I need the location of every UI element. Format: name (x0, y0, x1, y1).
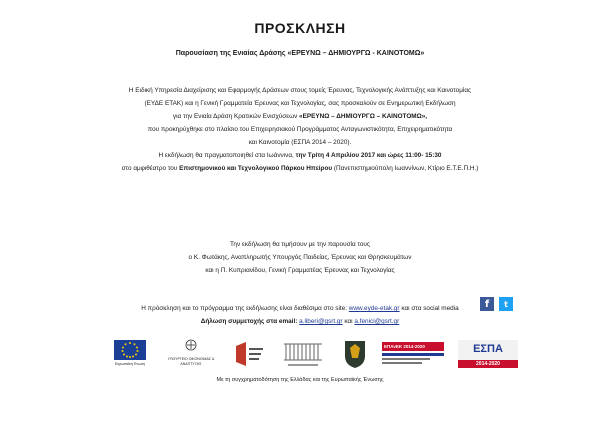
greek-emblem-icon (166, 338, 216, 352)
science-park-logo (280, 338, 328, 370)
intro-paragraph (30, 84, 570, 175)
email-link-2[interactable]: a.fenici@gsrt.gr (354, 318, 400, 325)
honor-line-1: Την εκδήλωση θα τιμήσουν με την παρουσία τους (229, 241, 371, 248)
intro-line-5: και Καινοτομία (ΕΣΠΑ 2014 – 2020). (248, 139, 352, 146)
event-datetime: την Τρίτη 4 Απριλίου 2017 και ώρες 11:00- 15:30 (295, 152, 442, 159)
region-logo (342, 338, 368, 370)
honor-paragraph (30, 238, 570, 277)
ministry-logo (166, 338, 216, 370)
epanek-logo (382, 338, 444, 370)
social-media-text: και στα social media (399, 305, 459, 312)
region-shield-icon (342, 338, 368, 370)
event-location-text: Η εκδήλωση θα πραγματοποιηθεί στα Ιωάννινα, (158, 152, 296, 159)
research-logo (228, 338, 268, 370)
social-icons (480, 297, 513, 311)
intro-line-1: Η Ειδική Υπηρεσία Διαχείρισης και Εφαρμογής Δράσεων στους τομείς Έρευνας, Τεχνολογικής Ανάπτυξης και Καινοτομίας (128, 87, 472, 94)
action-name: «ΕΡΕΥΝΩ – ΔΗΜΙΟΥΡΓΩ – ΚΑΙΝΟΤΟΜΩ», (299, 113, 428, 120)
research-mark-icon (228, 338, 268, 370)
eu-logo (110, 338, 150, 370)
venue-prefix: στο αμφιθέατρο του (121, 165, 180, 172)
event-when-line (30, 149, 570, 162)
ministry-name: ΥΠΟΥΡΓΕΙΟ ΟΙΚΟΝΟΜΙΑΣ & ΑΝΑΠΤΥΞΗΣ (167, 357, 215, 366)
twitter-icon[interactable]: t (499, 297, 513, 311)
honor-line-3: και η Π. Κυπριανίδου, Γενική Γραμματέας Έρευνας και Τεχνολογίας (205, 267, 395, 274)
logo-strip (110, 338, 530, 372)
page-title: ΠΡΟΣΚΛΗΣΗ (254, 20, 346, 36)
science-park-mark-icon (280, 338, 328, 370)
email-conjunction: και (342, 318, 355, 325)
program-text: Η πρόσκληση και το πρόγραμμα της εκδήλωσης είναι διαθέσιμα στο site: (141, 305, 349, 312)
espa-label: ΕΣΠΑ (473, 343, 503, 355)
espa-years: 2014-2020 (476, 361, 500, 367)
intro-line-4: που προκηρύχθηκε στο πλαίσιο του Επιχειρησιακού Προγράμματος Ανταγωνιστικότητα, Επιχειρηματικότητα (147, 126, 453, 133)
honor-line-2: ο Κ. Φωτάκης, Αναπληρωτής Υπουργός Παιδείας, Έρευνας και Θρησκευμάτων (188, 254, 412, 261)
cofunding-footer: Με τη συγχρηματοδότηση της Ελλάδας και της Ευρωπαϊκής Ένωσης (216, 377, 384, 383)
intro-line-3-text: για την Ενιαία Δράση Κρατικών Ενισχύσεων (172, 113, 300, 120)
page-subtitle: Παρουσίαση της Ενιαίας Δράσης «ΕΡΕΥΝΩ – ΔΗΜΙΟΥΡΓΩ - ΚΑΙΝΟΤΟΜΩ» (175, 50, 425, 57)
intro-line-2: (ΕΥΔΕ ΕΤΑΚ) και η Γενική Γραμματεία Έρευνας και Τεχνολογίας, σας προσκαλούν σε Ενημερωτική Εκδήλωση (144, 100, 456, 107)
venue-name: Επιστημονικού και Τεχνολογικού Πάρκου Ηπείρου (179, 165, 333, 172)
rsvp-line (30, 315, 570, 328)
email-link-1[interactable]: a.liberi@gsrt.gr (299, 318, 343, 325)
rsvp-label: Δήλωση συμμετοχής στα email: (200, 318, 300, 325)
venue-details: (Πανεπιστημιούπολη Ιωαννίνων, Κτίριο Ε.Τ.Ε.Π.Η.) (332, 165, 479, 172)
espa-logo (458, 338, 518, 370)
facebook-icon[interactable]: f (480, 297, 494, 311)
intro-line-3 (30, 110, 570, 123)
event-where-line (30, 162, 570, 175)
eu-logo-caption: Ευρωπαϊκή Ένωση (114, 362, 146, 366)
epanek-label: ΕΠΑνΕΚ 2014-2020 (384, 344, 425, 349)
site-link[interactable]: www.eyde-etak.gr (348, 305, 400, 312)
